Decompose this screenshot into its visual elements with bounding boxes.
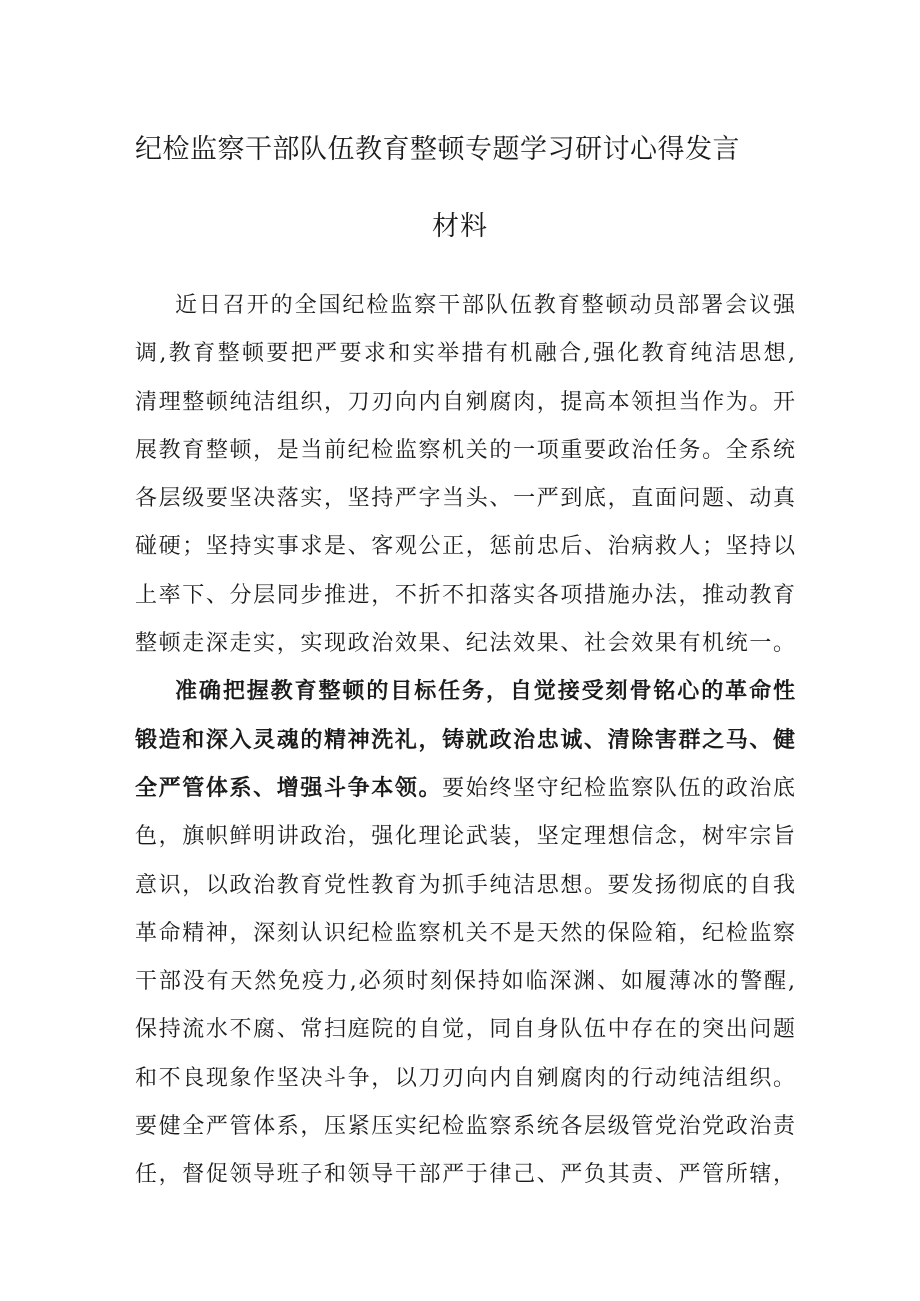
paragraph-2-bold-line: 准确把握教育整顿的目标任务，自觉接受刻骨铭心的革命性 bbox=[175, 679, 795, 705]
paragraph-2-bold-line: 锻造和深入灵魂的精神洗礼，铸就政治忠诚、清除害群之马、健 bbox=[135, 727, 795, 753]
document-title: 纪检监察干部队伍教育整顿专题学习研讨心得发言 bbox=[135, 134, 740, 165]
paragraph-1-line: 调,教育整顿要把严要求和实举措有机融合,强化教育纯洁思想, bbox=[135, 341, 795, 367]
paragraph-2-line: 要健全严管体系，压紧压实纪检监察系统各层级管党治党政治责 bbox=[135, 1114, 795, 1140]
paragraph-2-line: 革命精神，深刻认识纪检监察机关不是天然的保险箱，纪检监察 bbox=[135, 920, 795, 946]
paragraph-2-line: 干部没有天然免疫力,必须时刻保持如临深渊、如履薄冰的警醒, bbox=[135, 969, 795, 995]
paragraph-1-line: 整顿走深走实，实现政治效果、纪法效果、社会效果有机统一。 bbox=[135, 631, 795, 657]
paragraph-2-mixed-line bbox=[135, 765, 795, 813]
paragraph-1-line: 各层级要坚决落实，坚持严字当头、一严到底，直面问题、动真 bbox=[135, 486, 795, 512]
document-body bbox=[135, 282, 795, 1200]
paragraph-2-line: 色，旗帜鲜明讲政治，强化理论武装，坚定理想信念，树牢宗旨 bbox=[135, 824, 795, 850]
paragraph-2-text: 要始终坚守纪检监察队伍的政治底 bbox=[442, 775, 795, 801]
paragraph-2-line: 意识，以政治教育党性教育为抓手纯洁思想。要发扬彻底的自我 bbox=[135, 872, 795, 898]
paragraph-1-line: 碰硬；坚持实事求是、客观公正，惩前忠后、治病救人；坚持以 bbox=[135, 534, 795, 560]
paragraph-2-line: 任，督促领导班子和领导干部严于律己、严负其责、严管所辖， bbox=[135, 1162, 795, 1188]
document-title-continued: 材料 bbox=[432, 211, 488, 242]
paragraph-1-line: 上率下、分层同步推进，不折不扣落实各项措施办法，推动教育 bbox=[135, 582, 795, 608]
paragraph-1-line: 展教育整顿，是当前纪检监察机关的一项重要政治任务。全系统 bbox=[135, 437, 795, 463]
paragraph-1-line: 近日召开的全国纪检监察干部队伍教育整顿动员部署会议强 bbox=[175, 293, 795, 318]
paragraph-1-line: 清理整顿纯洁组织，刀刃向内自剜腐肉，提高本领担当作为。开 bbox=[135, 389, 795, 415]
paragraph-2-bold-heading-end: 全严管体系、增强斗争本领。 bbox=[135, 775, 443, 801]
paragraph-2-line: 和不良现象作坚决斗争，以刀刃向内自剜腐肉的行动纯洁组织。 bbox=[135, 1065, 795, 1091]
paragraph-2-line: 保持流水不腐、常扫庭院的自觉，同自身队伍中存在的突出问题 bbox=[135, 1017, 795, 1043]
